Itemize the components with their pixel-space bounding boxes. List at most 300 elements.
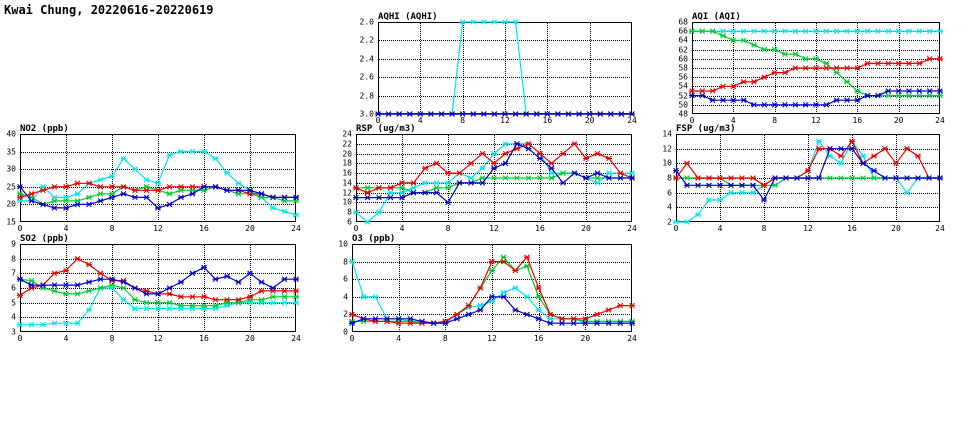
series-marker-day2: [247, 297, 253, 302]
series-marker-day4: [524, 312, 530, 317]
series-marker-day4: [803, 102, 809, 107]
y-axis-tick-no2: 35: [6, 147, 16, 157]
series-marker-day3: [29, 286, 35, 291]
series-marker-day2: [772, 47, 778, 52]
series-marker-day2: [834, 70, 840, 75]
series-marker-day2: [871, 176, 877, 181]
y-axis-tick-aqhi: 2.4: [359, 54, 374, 64]
series-marker-day4: [201, 265, 207, 270]
series-marker-day4: [434, 190, 440, 195]
series-marker-day3: [684, 161, 690, 166]
series-marker-day1: [434, 180, 440, 185]
series-marker-day3: [178, 294, 184, 299]
series-marker-day2: [349, 319, 355, 324]
series-marker-day3: [524, 255, 530, 260]
series-marker-day3: [695, 176, 701, 181]
gridline-h: [20, 259, 296, 260]
series-marker-day3: [751, 79, 757, 84]
series-marker-day1: [803, 29, 809, 34]
gridline-h: [676, 207, 940, 208]
series-marker-day2: [224, 188, 230, 193]
x-axis-tick-fsp: 20: [891, 224, 901, 233]
series-marker-day4: [109, 195, 115, 200]
series-marker-day1: [98, 177, 104, 182]
y-axis-tick-rsp: 14: [342, 178, 352, 188]
series-marker-day4: [618, 112, 624, 117]
series-marker-day4: [566, 112, 572, 117]
series-marker-day3: [629, 303, 635, 308]
series-marker-day1: [86, 308, 92, 313]
x-axis-tick-aqi: 12: [811, 116, 821, 125]
gridline-h: [356, 183, 632, 184]
gridline-v: [66, 244, 67, 332]
series-marker-day4: [684, 183, 690, 188]
series-marker-day3: [673, 176, 679, 181]
gridline-h: [378, 96, 632, 97]
x-axis-tick-so2: 20: [245, 334, 255, 343]
series-marker-day4: [927, 89, 933, 94]
series-marker-day3: [17, 293, 23, 298]
series-marker-day4: [40, 283, 46, 288]
y-axis-tick-rsp: 6: [347, 217, 352, 227]
series-marker-day4: [442, 321, 448, 326]
series-marker-day4: [86, 280, 92, 285]
series-marker-day4: [109, 277, 115, 282]
series-marker-day2: [491, 176, 497, 181]
x-axis-tick-aqhi: 12: [500, 116, 510, 125]
series-marker-day2: [629, 319, 635, 324]
gridline-v: [158, 244, 159, 332]
series-marker-day3: [396, 112, 402, 117]
series-marker-day3: [224, 188, 230, 193]
series-marker-day3: [167, 291, 173, 296]
series-marker-day3: [293, 195, 299, 200]
series-marker-day1: [489, 299, 495, 304]
series-marker-day2: [571, 316, 577, 321]
series-marker-day1: [282, 209, 288, 214]
series-marker-day2: [40, 286, 46, 291]
series-marker-day4: [375, 112, 381, 117]
series-marker-day1: [813, 29, 819, 34]
series-marker-day3: [431, 321, 437, 326]
x-axis-tick-o3: 24: [627, 334, 637, 343]
series-marker-day3: [491, 112, 497, 117]
series-marker-day1: [854, 29, 860, 34]
series-marker-day4: [384, 316, 390, 321]
series-marker-day2: [396, 319, 402, 324]
series-marker-day3: [109, 278, 115, 283]
series-marker-day2: [132, 188, 138, 193]
y-axis-tick-aqhi: 2.6: [359, 72, 374, 82]
series-marker-day4: [587, 112, 593, 117]
series-marker-day2: [904, 176, 910, 181]
series-marker-day4: [805, 176, 811, 181]
series-marker-day1: [442, 321, 448, 326]
series-marker-day4: [481, 112, 487, 117]
series-marker-day1: [365, 220, 371, 225]
series-marker-day1: [386, 112, 392, 117]
series-marker-day3: [893, 161, 899, 166]
series-marker-day4: [439, 112, 445, 117]
series-marker-day1: [618, 112, 624, 117]
series-marker-day4: [63, 283, 69, 288]
series-marker-day4: [583, 176, 589, 181]
series-marker-day2: [937, 93, 943, 98]
y-axis-tick-rsp: 10: [342, 197, 352, 207]
gridline-h: [20, 169, 296, 170]
series-marker-day2: [491, 112, 497, 117]
series-marker-day1: [792, 29, 798, 34]
series-marker-day3: [582, 316, 588, 321]
series-marker-day4: [178, 280, 184, 285]
series-line-day4: [20, 268, 296, 294]
plot-area-no2: [20, 134, 296, 222]
series-marker-day1: [144, 177, 150, 182]
series-marker-day3: [906, 61, 912, 66]
series-marker-day3: [849, 139, 855, 144]
gridline-h: [356, 154, 632, 155]
series-marker-day2: [29, 278, 35, 283]
y-axis-tick-so2: 5: [11, 298, 16, 308]
series-marker-day1: [629, 112, 635, 117]
series-marker-day4: [885, 89, 891, 94]
series-marker-day3: [477, 286, 483, 291]
series-marker-day2: [155, 300, 161, 305]
series-marker-day1: [17, 198, 23, 203]
series-marker-day4: [512, 308, 518, 313]
gridline-v: [733, 22, 734, 114]
series-marker-day2: [523, 112, 529, 117]
series-marker-day1: [783, 176, 789, 181]
series-marker-day2: [566, 112, 572, 117]
series-marker-day2: [813, 56, 819, 61]
series-marker-day4: [121, 191, 127, 196]
y-axis-tick-aqi: 58: [678, 63, 688, 73]
series-marker-day1: [63, 321, 69, 326]
series-marker-day4: [17, 184, 23, 189]
series-line-day1: [676, 141, 940, 222]
series-marker-day4: [617, 321, 623, 326]
series-marker-day4: [489, 294, 495, 299]
y-axis-tick-so2: 4: [11, 312, 16, 322]
gridline-v: [764, 134, 765, 222]
series-marker-day3: [480, 151, 486, 156]
series-marker-day2: [190, 303, 196, 308]
series-marker-day1: [224, 170, 230, 175]
gridline-h: [352, 279, 632, 280]
series-marker-day3: [407, 112, 413, 117]
series-marker-day4: [629, 176, 635, 181]
series-marker-day3: [597, 112, 603, 117]
series-marker-day1: [710, 29, 716, 34]
series-marker-day3: [52, 271, 58, 276]
series-marker-day2: [468, 180, 474, 185]
series-marker-day1: [460, 20, 466, 25]
series-marker-day4: [422, 190, 428, 195]
series-line-day4: [352, 297, 632, 323]
series-marker-day2: [503, 176, 509, 181]
series-marker-day1: [606, 171, 612, 176]
series-marker-day2: [673, 176, 679, 181]
series-marker-day4: [629, 321, 635, 326]
series-marker-day2: [372, 319, 378, 324]
series-marker-day4: [491, 112, 497, 117]
x-axis-tick-rsp: 24: [627, 224, 637, 233]
series-marker-day1: [439, 112, 445, 117]
series-marker-day2: [865, 93, 871, 98]
series-marker-day1: [270, 300, 276, 305]
series-marker-day4: [854, 98, 860, 103]
series-marker-day2: [396, 112, 402, 117]
series-marker-day1: [706, 198, 712, 203]
series-marker-day1: [689, 29, 695, 34]
series-marker-day1: [454, 312, 460, 317]
series-marker-day1: [503, 141, 509, 146]
series-marker-day4: [457, 180, 463, 185]
series-marker-day4: [98, 198, 104, 203]
series-marker-day3: [449, 112, 455, 117]
plot-area-so2: [20, 244, 296, 332]
series-marker-day4: [503, 161, 509, 166]
series-marker-day1: [555, 112, 561, 117]
y-axis-tick-fsp: 10: [662, 158, 672, 168]
series-marker-day3: [144, 289, 150, 294]
series-marker-day4: [572, 171, 578, 176]
series-marker-day2: [489, 268, 495, 273]
gridline-v: [585, 244, 586, 332]
series-marker-day1: [86, 181, 92, 186]
series-marker-day2: [201, 188, 207, 193]
x-axis-tick-so2: 8: [109, 334, 115, 343]
series-marker-day4: [349, 321, 355, 326]
series-marker-day3: [730, 84, 736, 89]
series-marker-day3: [803, 66, 809, 71]
y-axis-tick-aqi: 56: [678, 72, 688, 82]
series-marker-day1: [572, 171, 578, 176]
series-marker-day1: [617, 321, 623, 326]
series-marker-day4: [247, 271, 253, 276]
series-marker-day3: [213, 184, 219, 189]
series-marker-day3: [388, 185, 394, 190]
series-marker-day3: [470, 112, 476, 117]
series-marker-day1: [717, 198, 723, 203]
series-marker-day4: [399, 195, 405, 200]
x-axis-tick-aqhi: 0: [375, 116, 381, 125]
y-axis-tick-no2: 30: [6, 164, 16, 174]
series-marker-day2: [75, 291, 81, 296]
series-marker-day4: [468, 180, 474, 185]
series-marker-day2: [293, 294, 299, 299]
series-marker-day4: [673, 168, 679, 173]
series-marker-day3: [544, 112, 550, 117]
series-marker-day2: [470, 112, 476, 117]
series-marker-day1: [844, 29, 850, 34]
series-marker-day4: [710, 98, 716, 103]
gridline-h: [692, 50, 940, 51]
series-marker-day4: [411, 190, 417, 195]
series-marker-day4: [480, 180, 486, 185]
y-axis-tick-no2: 40: [6, 129, 16, 139]
series-marker-day3: [608, 112, 614, 117]
gridline-h: [692, 68, 940, 69]
gridline-h: [676, 163, 940, 164]
series-marker-day2: [695, 176, 701, 181]
series-marker-day2: [606, 319, 612, 324]
gridline-v: [540, 134, 541, 222]
series-marker-day4: [293, 277, 299, 282]
x-axis-tick-fsp: 12: [803, 224, 813, 233]
series-marker-day3: [155, 188, 161, 193]
series-marker-day3: [434, 161, 440, 166]
series-marker-day4: [689, 93, 695, 98]
series-marker-day4: [407, 112, 413, 117]
series-line-day3: [352, 257, 632, 323]
series-marker-day3: [236, 297, 242, 302]
x-axis-tick-aqhi: 16: [542, 116, 553, 125]
series-marker-day4: [860, 161, 866, 166]
series-marker-day4: [144, 195, 150, 200]
y-axis-tick-no2: 15: [6, 217, 16, 227]
series-marker-day4: [526, 146, 532, 151]
series-marker-day1: [720, 29, 726, 34]
x-axis-tick-so2: 12: [153, 334, 163, 343]
x-axis-tick-so2: 16: [199, 334, 209, 343]
series-marker-day4: [445, 200, 451, 205]
series-marker-day4: [396, 112, 402, 117]
series-marker-day4: [201, 184, 207, 189]
series-line-day2: [20, 279, 296, 305]
series-marker-day4: [98, 277, 104, 282]
y-axis-tick-aqi: 66: [678, 26, 688, 36]
series-marker-day4: [29, 283, 35, 288]
y-axis-tick-so2: 9: [11, 239, 16, 249]
series-marker-day1: [926, 176, 932, 181]
series-marker-day1: [782, 29, 788, 34]
series-marker-day1: [805, 168, 811, 173]
series-marker-day1: [544, 112, 550, 117]
series-marker-day3: [190, 294, 196, 299]
gridline-h: [20, 204, 296, 205]
x-axis-tick-aqhi: 24: [627, 116, 637, 125]
y-axis-tick-o3: 2: [343, 309, 348, 319]
series-marker-day2: [155, 188, 161, 193]
series-marker-day4: [813, 102, 819, 107]
series-marker-day1: [728, 190, 734, 195]
series-marker-day1: [384, 316, 390, 321]
series-marker-day3: [121, 278, 127, 283]
series-marker-day3: [772, 176, 778, 181]
series-marker-day4: [29, 198, 35, 203]
series-marker-day4: [224, 274, 230, 279]
series-marker-day1: [794, 176, 800, 181]
gridline-h: [378, 59, 632, 60]
x-axis-tick-aqhi: 4: [417, 116, 423, 125]
gridline-v: [816, 22, 817, 114]
series-marker-day4: [937, 176, 943, 181]
series-marker-day2: [838, 176, 844, 181]
series-marker-day2: [52, 289, 58, 294]
series-marker-day2: [587, 112, 593, 117]
y-axis-tick-aqi: 68: [678, 17, 688, 27]
series-marker-day3: [259, 289, 265, 294]
series-marker-day4: [544, 112, 550, 117]
series-marker-day3: [489, 259, 495, 264]
gridline-h: [356, 193, 632, 194]
series-marker-day2: [582, 319, 588, 324]
series-marker-day4: [501, 294, 507, 299]
series-marker-day3: [871, 154, 877, 159]
series-marker-day3: [201, 184, 207, 189]
series-marker-day1: [63, 195, 69, 200]
gridline-v: [547, 22, 548, 114]
series-marker-day1: [699, 29, 705, 34]
series-line-day3: [20, 183, 296, 197]
series-marker-day2: [875, 93, 881, 98]
series-marker-day4: [470, 112, 476, 117]
series-marker-day1: [98, 286, 104, 291]
series-marker-day4: [270, 286, 276, 291]
series-marker-day2: [512, 268, 518, 273]
series-marker-day2: [560, 171, 566, 176]
y-axis-tick-no2: 25: [6, 182, 16, 192]
x-axis-tick-aqhi: 8: [460, 116, 466, 125]
series-marker-day2: [710, 29, 716, 34]
series-marker-day3: [838, 154, 844, 159]
series-marker-day4: [178, 195, 184, 200]
series-marker-day4: [720, 98, 726, 103]
series-marker-day4: [491, 166, 497, 171]
series-marker-day2: [178, 303, 184, 308]
series-marker-day4: [86, 202, 92, 207]
y-axis-tick-so2: 8: [11, 254, 16, 264]
series-marker-day1: [871, 176, 877, 181]
series-marker-day3: [792, 66, 798, 71]
series-marker-day3: [865, 61, 871, 66]
series-marker-day2: [699, 29, 705, 34]
series-marker-day4: [361, 316, 367, 321]
gridline-h: [378, 40, 632, 41]
gridline-h: [352, 262, 632, 263]
series-marker-day3: [594, 312, 600, 317]
series-marker-day4: [849, 146, 855, 151]
series-marker-day1: [583, 176, 589, 181]
series-marker-day2: [460, 112, 466, 117]
series-marker-day2: [823, 61, 829, 66]
series-marker-day3: [386, 112, 392, 117]
gridline-v: [448, 134, 449, 222]
series-marker-day3: [689, 89, 695, 94]
series-marker-day3: [606, 156, 612, 161]
gridline-v: [775, 22, 776, 114]
series-marker-day2: [608, 112, 614, 117]
x-axis-tick-no2: 4: [63, 224, 69, 233]
chart-title-aqi: AQI (AQI): [692, 12, 741, 22]
series-marker-day1: [247, 300, 253, 305]
series-marker-day2: [17, 191, 23, 196]
series-marker-day3: [834, 66, 840, 71]
series-marker-day1: [502, 20, 508, 25]
series-marker-day3: [937, 176, 943, 181]
series-marker-day3: [86, 262, 92, 267]
gridline-h: [352, 314, 632, 315]
series-line-day1: [20, 288, 296, 325]
series-marker-day2: [63, 291, 69, 296]
series-marker-day3: [375, 112, 381, 117]
y-axis-tick-o3: 8: [343, 257, 348, 267]
series-marker-day1: [684, 220, 690, 225]
series-marker-day2: [915, 176, 921, 181]
y-axis-tick-aqi: 64: [678, 35, 688, 45]
